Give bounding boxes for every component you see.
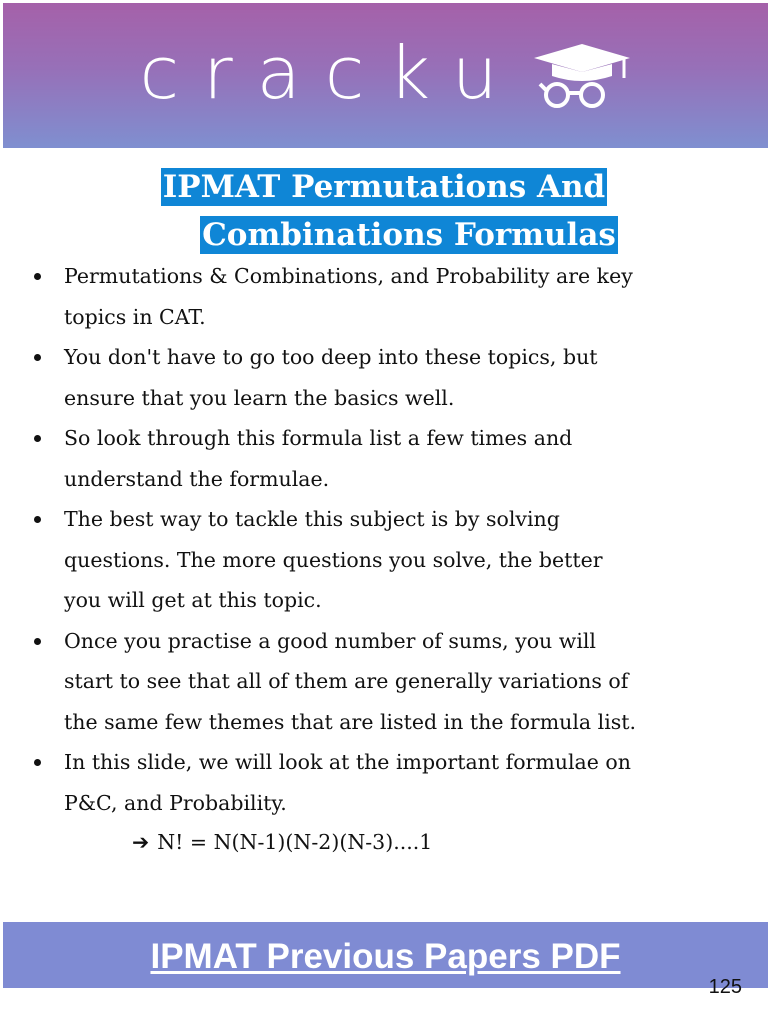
bullet-list xyxy=(34,256,734,823)
page-number: 125 xyxy=(708,976,742,998)
arrow-right-icon: ➔ xyxy=(132,830,150,854)
page-title xyxy=(0,168,768,264)
bullet-line: P&C, and Probability. xyxy=(64,790,287,815)
bullet-line: ensure that you learn the basics well. xyxy=(64,385,455,410)
bullet-item xyxy=(34,499,734,621)
bullet-dot-icon xyxy=(34,435,41,442)
bullet-line: the same few themes that are listed in the formula list. xyxy=(64,709,637,734)
bullet-line: topics in CAT. xyxy=(64,304,206,329)
title-line-1: IPMAT Permutations And xyxy=(162,169,606,205)
bullet-item xyxy=(34,256,734,337)
bullet-item xyxy=(34,742,734,823)
header-banner xyxy=(3,3,768,148)
bullet-line: You don't have to go too deep into these topics, but xyxy=(64,345,598,369)
bullet-dot-icon xyxy=(34,354,41,361)
bullet-line: questions. The more questions you solve, the better xyxy=(64,547,603,572)
bullet-line: understand the formulae. xyxy=(64,466,330,491)
bullet-line: Permutations & Combinations, and Probability are key xyxy=(64,264,633,288)
formula-text: N! = N(N-1)(N-2)(N-3)....1 xyxy=(157,830,433,854)
bullet-line: Once you practise a good number of sums, you will xyxy=(64,628,596,653)
bullet-dot-icon xyxy=(34,516,41,523)
bullet-item xyxy=(34,418,734,499)
bullet-line: start to see that all of them are generally variations of xyxy=(64,669,629,693)
bullet-dot-icon xyxy=(34,273,41,280)
bullet-item xyxy=(34,337,734,418)
bullet-item xyxy=(34,621,734,743)
bullet-dot-icon xyxy=(34,638,41,645)
factorial-formula xyxy=(132,830,432,854)
title-line-2: Combinations Formulas xyxy=(202,217,616,253)
bullet-line: So look through this formula list a few times and xyxy=(64,426,573,450)
previous-papers-link[interactable]: IPMAT Previous Papers PDF xyxy=(150,937,621,976)
bullet-line: In this slide, we will look at the important formulae on xyxy=(64,750,631,774)
logo-text: cracku xyxy=(139,30,522,115)
footer-banner xyxy=(3,922,768,988)
cracku-logo xyxy=(139,30,631,115)
graduation-cap-glasses-icon xyxy=(512,40,632,110)
bullet-line: The best way to tackle this subject is by solving xyxy=(64,507,560,531)
bullet-line: you will get at this topic. xyxy=(64,588,322,612)
bullet-dot-icon xyxy=(34,759,41,766)
